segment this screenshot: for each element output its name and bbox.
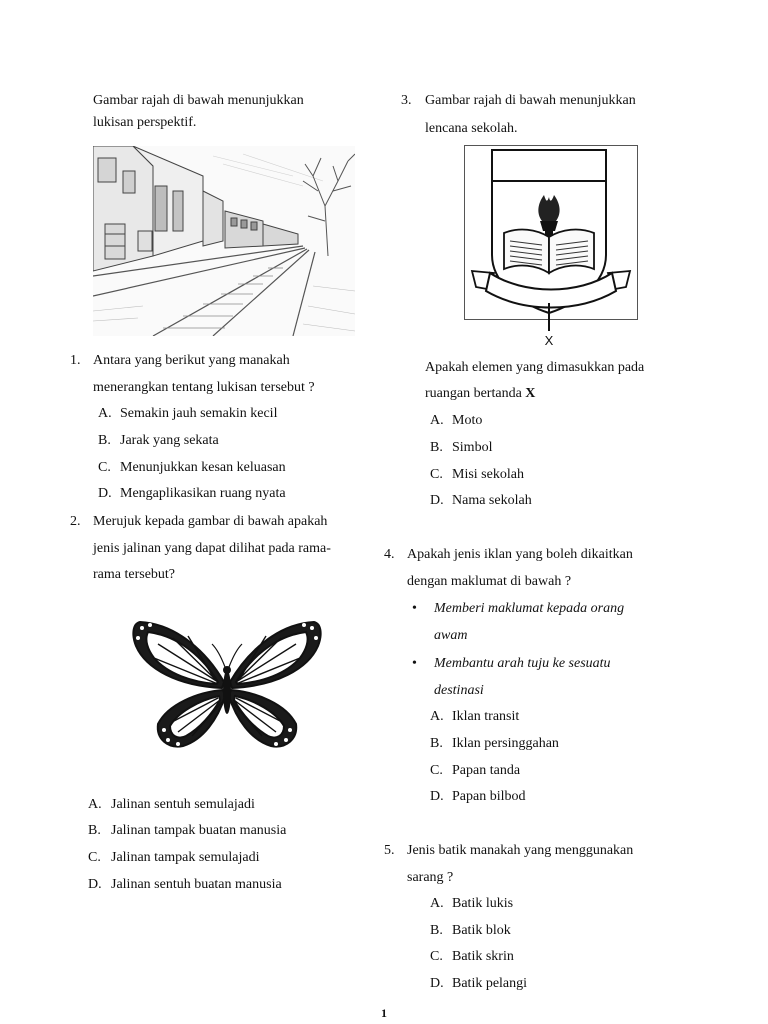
q2-option-c[interactable]: Jalinan tampak semulajadi [111,850,260,865]
q4-option-b[interactable]: Iklan persinggahan [452,736,559,751]
q1-option-c-letter: C. [98,460,111,475]
q4-option-a[interactable]: Iklan transit [452,709,520,724]
q4-text-line2: dengan maklumat di bawah ? [407,574,572,589]
q1-option-d[interactable]: Mengaplikasikan ruang nyata [120,486,286,501]
badge-marker-x: X [544,333,554,347]
q2-option-d-letter: D. [88,877,102,892]
q4-option-d[interactable]: Papan bilbod [452,789,526,804]
bullet-icon: • [412,601,417,616]
butterfly-image [128,614,326,754]
q5-text-line2: sarang ? [407,870,454,885]
q1-number: 1. [70,353,81,368]
q5-option-b-letter: B. [430,923,443,938]
q3-option-d[interactable]: Nama sekolah [452,493,532,508]
q2-option-b[interactable]: Jalinan tampak buatan manusia [111,823,287,838]
school-badge-image [464,145,638,347]
q5-option-c[interactable]: Batik skrin [452,949,514,964]
q3-option-a[interactable]: Moto [452,413,483,428]
q5-option-a-letter: A. [430,896,444,911]
intro-text-line1: Gambar rajah di bawah menunjukkan [93,93,304,108]
bullet-icon: • [412,656,417,671]
q1-text-line1: Antara yang berikut yang manakah [93,353,290,368]
q5-text-line1: Jenis batik manakah yang menggunakan [407,843,634,858]
q3-number: 3. [401,93,412,108]
q4-number: 4. [384,547,395,562]
q3-text-line1: Gambar rajah di bawah menunjukkan [425,93,636,108]
q4-text-line1: Apakah jenis iklan yang boleh dikaitkan [407,547,633,562]
q4-bullet2-line1: Membantu arah tuju ke sesuatu [434,656,611,671]
q3-prompt-line2-prefix: ruangan bertanda [425,386,526,401]
q2-text-line2: jenis jalinan yang dapat dilihat pada rama- [93,541,331,556]
q2-option-a-letter: A. [88,797,102,812]
intro-text-line2: lukisan perspektif. [93,115,197,130]
q5-option-a[interactable]: Batik lukis [452,896,514,911]
q5-number: 5. [384,843,395,858]
q1-option-a[interactable]: Semakin jauh semakin kecil [120,406,278,421]
q2-number: 2. [70,514,81,529]
perspective-drawing-image [93,146,355,336]
q3-option-b[interactable]: Simbol [452,440,493,455]
q1-option-a-letter: A. [98,406,112,421]
q3-option-b-letter: B. [430,440,443,455]
q5-option-b[interactable]: Batik blok [452,923,511,938]
q1-text-line2: menerangkan tentang lukisan tersebut ? [93,380,315,395]
q1-option-c[interactable]: Menunjukkan kesan keluasan [120,460,286,475]
q2-option-a[interactable]: Jalinan sentuh semulajadi [111,797,255,812]
q4-option-d-letter: D. [430,789,444,804]
q2-text-line3: rama tersebut? [93,567,176,582]
q3-option-a-letter: A. [430,413,444,428]
q5-option-d[interactable]: Batik pelangi [452,976,528,991]
q2-option-b-letter: B. [88,823,101,838]
q3-option-c-letter: C. [430,467,443,482]
q2-option-c-letter: C. [88,850,101,865]
q3-prompt-line2 [425,385,535,403]
q1-option-d-letter: D. [98,486,112,501]
q2-option-d[interactable]: Jalinan sentuh buatan manusia [111,877,282,892]
q4-option-c[interactable]: Papan tanda [452,763,521,778]
q4-option-b-letter: B. [430,736,443,751]
q3-text-line2: lencana sekolah. [425,121,518,136]
q1-option-b[interactable]: Jarak yang sekata [120,433,219,448]
q4-bullet1-line2: awam [434,628,468,643]
q4-bullet2-line2: destinasi [434,683,484,698]
q3-option-c[interactable]: Misi sekolah [452,467,524,482]
q4-option-c-letter: C. [430,763,443,778]
q5-option-d-letter: D. [430,976,444,991]
q2-text-line1: Merujuk kepada gambar di bawah apakah [93,514,328,529]
q3-prompt-marker: X [525,386,536,401]
q1-option-b-letter: B. [98,433,111,448]
q3-prompt-line1: Apakah elemen yang dimasukkan pada [425,360,645,375]
q4-bullet1-line1: Memberi maklumat kepada orang [434,601,625,616]
q4-option-a-letter: A. [430,709,444,724]
page-number: 1 [381,1006,387,1020]
q3-option-d-letter: D. [430,493,444,508]
q5-option-c-letter: C. [430,949,443,964]
